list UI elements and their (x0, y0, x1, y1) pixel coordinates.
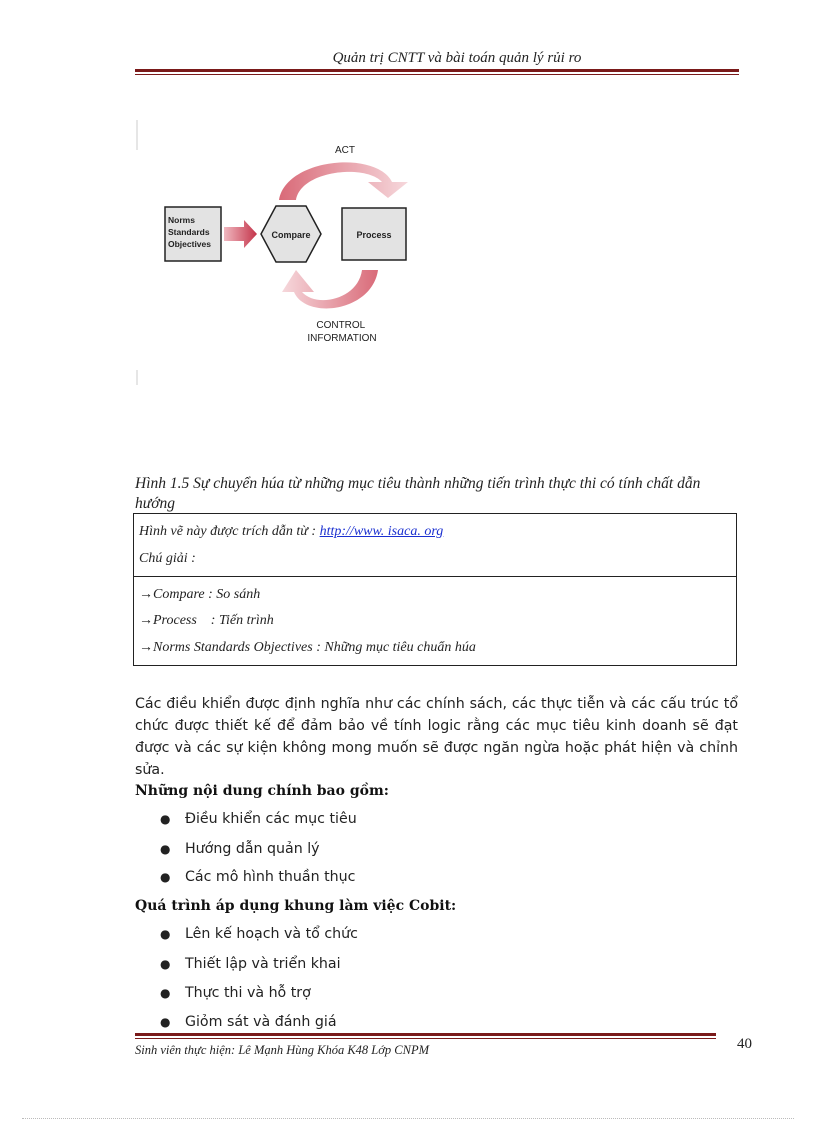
header-rule-thin (135, 74, 739, 75)
list-item: ● Hướng dẫn quản lý (160, 841, 320, 857)
list-item: ● Các mô hình thuần thục (160, 869, 356, 885)
footer-rule (135, 1033, 716, 1036)
list-item: ● Thiết lập và triển khai (160, 956, 341, 972)
legend-item-compare: →Compare : So sánh (139, 587, 261, 602)
body-paragraph: Các điều khiển được định nghĩa như các chính sách, các thực tiễn và các cấu trúc tổ chức được thiết kế để đảm bảo về tính logic rằng các mục tiêu kinh doanh sẽ đạt được và các sự kiện không mong muốn sẽ được ngăn ngừa hoặc phát hiện và chỉnh sửa. (135, 696, 738, 778)
input-line-1: Norms (168, 215, 195, 225)
bullet-icon: ● (160, 986, 171, 1000)
input-line-3: Objectives (168, 239, 211, 249)
control-line-2: INFORMATION (307, 333, 377, 344)
svg-text:CONTROL INFORMATION (307, 320, 376, 344)
input-line-2: Standards (168, 227, 210, 237)
legend-item-process: →Process : Tiến trình (139, 613, 274, 628)
page-header-title: Quản trị CNTT và bài toán quản lý rủi ro (332, 50, 582, 66)
page-number: 40 (737, 1036, 752, 1052)
figure-caption: Hình 1.5 Sự chuyển húa từ những mục tiêu thành những tiến trình thực thi có tính chất dẫn hướng (135, 475, 701, 512)
act-arrow-arc (279, 162, 408, 200)
page-bottom-border (22, 1118, 794, 1119)
bullet-icon: ● (160, 812, 171, 826)
source-prefix: Hình vẽ này được trích dẫn từ : (139, 524, 320, 539)
list-item: ● Thực thi và hỗ trợ (160, 985, 311, 1001)
act-label: ACT (335, 145, 355, 156)
list-item: ● Điều khiển các mục tiêu (160, 811, 357, 827)
footer-author: Sinh viên thực hiện: Lê Mạnh Hùng Khóa K48 Lớp CNPM (135, 1043, 430, 1057)
list-item: ● Giỏm sát và đánh giá (160, 1014, 337, 1030)
figure-notes-box (133, 513, 737, 666)
source-link[interactable]: http://www. isaca. org (319, 524, 444, 539)
list-item: ● Lên kế hoạch và tổ chức (160, 926, 358, 942)
legend-label: Chú giải : (139, 551, 196, 566)
legend-item-norms: →Norms Standards Objectives : Những mục tiêu chuẩn húa (139, 640, 476, 655)
section-heading-cobit: Quá trình áp dụng khung làm việc Cobit: (135, 898, 457, 914)
process-label: Process (356, 230, 392, 240)
bullet-icon: ● (160, 957, 171, 971)
control-arrow-arc (282, 270, 378, 308)
input-arrow (224, 220, 257, 248)
source-line (139, 524, 443, 540)
compare-label: Compare (271, 230, 311, 240)
header-rule (135, 69, 739, 72)
bullet-icon: ● (160, 927, 171, 941)
control-cycle-diagram (136, 120, 436, 390)
bullet-icon: ● (160, 870, 171, 884)
bullet-icon: ● (160, 842, 171, 856)
control-line-1: CONTROL (316, 320, 365, 331)
notes-divider (134, 576, 736, 577)
section-heading-main-content: Những nội dung chính bao gồm: (135, 783, 389, 799)
footer-rule-thin (135, 1038, 716, 1039)
bullet-icon: ● (160, 1015, 171, 1029)
